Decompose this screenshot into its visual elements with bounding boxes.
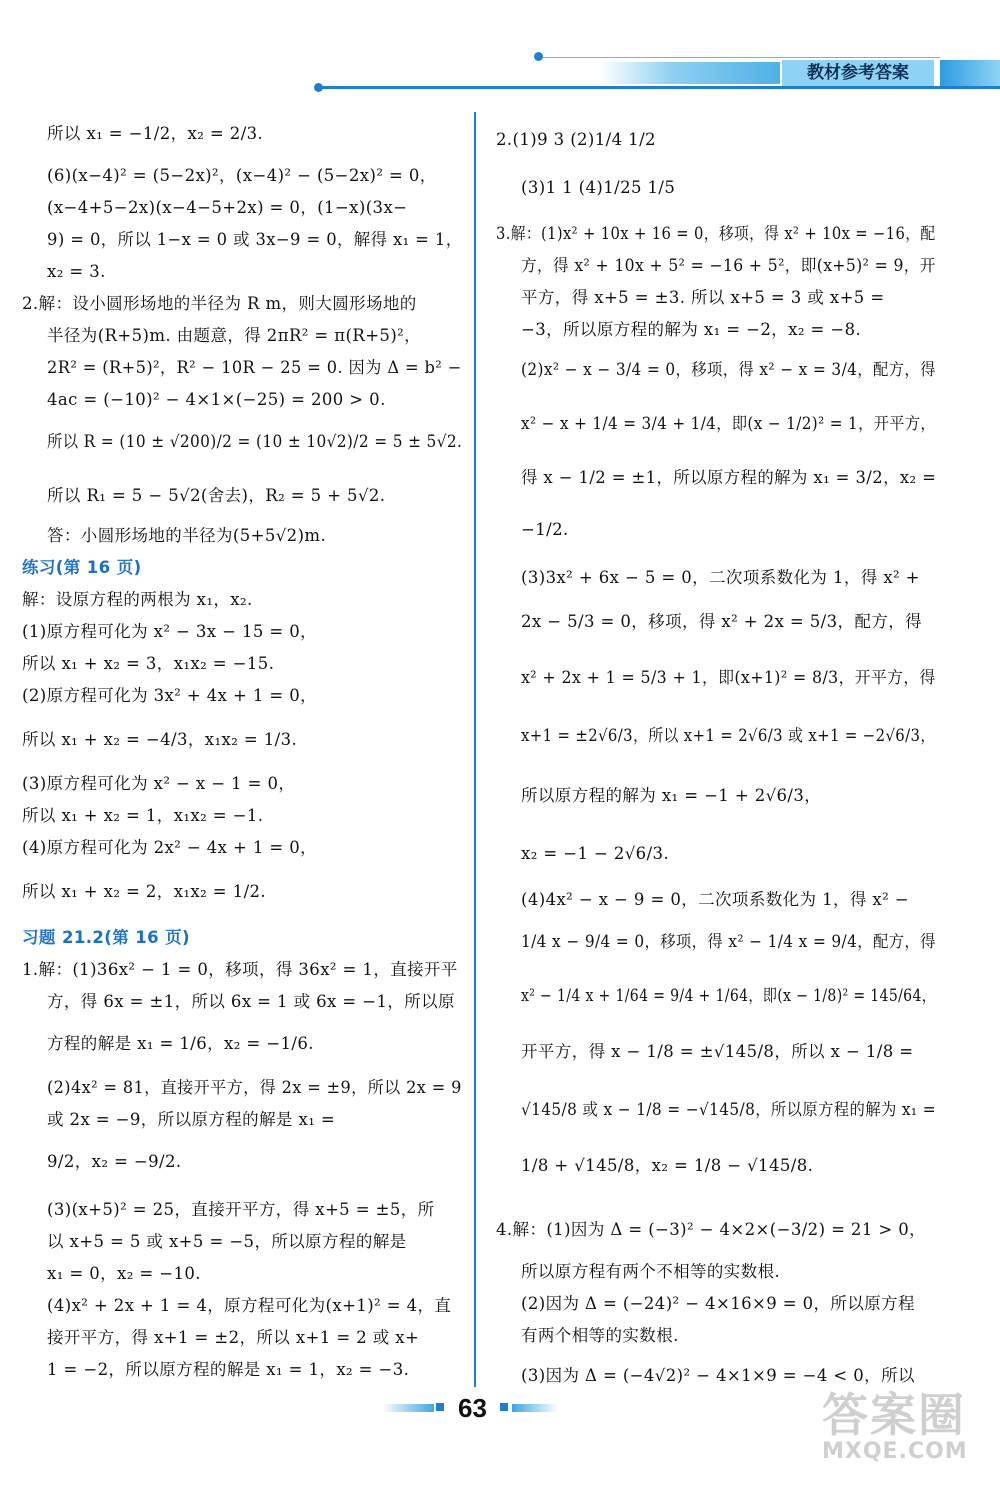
text-line: 9/2，x₂ = −9/2. [47,1152,182,1171]
text-line: 所以 R = (10 ± √200)/2 = (10 ± 10√2)/2 = 5 ± 5√2. [47,432,463,451]
header-dot-left [314,83,323,92]
text-line: 2x − 5/3 = 0，移项，得 x² + 2x = 5/3，配方，得 [521,612,923,631]
text-line: 或 2x = −9，所以原方程的解是 x₁ = [47,1110,336,1129]
text-line: 以 x+5 = 5 或 x+5 = −5，所以原方程的解是 [47,1232,407,1251]
footer-square [500,1403,508,1411]
text-line: 所以原方程有两个不相等的实数根. [521,1262,781,1281]
footer-square [436,1403,444,1411]
text-line: (2)因为 Δ = (−24)² − 4×16×9 = 0，所以原方程 [521,1294,915,1313]
text-line: 所以 x₁ + x₂ = 3，x₁x₂ = −15. [22,654,275,673]
text-line: (3)(x+5)² = 25，直接开平方，得 x+5 = ±5，所 [47,1200,435,1219]
footer-bar-left [382,1404,434,1412]
text-line: 1/4 x − 9/4 = 0，移项，得 x² − 1/4 x = 9/4，配方，得 [521,932,936,951]
text-line: 有两个相等的实数根. [521,1326,679,1345]
text-line: −1/2. [521,520,569,539]
text-line: 方程的解是 x₁ = 1/6，x₂ = −1/6. [47,1034,314,1053]
text-line: 接开平方，得 x+1 = ±2，所以 x+1 = 2 或 x+ [47,1328,420,1347]
text-line: 4ac = (−10)² − 4×1×(−25) = 200 > 0. [47,390,386,409]
text-line: 3.解：(1)x² + 10x + 16 = 0，移项，得 x² + 10x = −16，配 [496,224,936,243]
text-line: 所以 x₁ + x₂ = 2，x₁x₂ = 1/2. [22,882,267,901]
text-line: (2)原方程可化为 3x² + 4x + 1 = 0， [22,686,318,705]
text-line: 2.解：设小圆形场地的半径为 R m，则大圆形场地的 [22,294,417,313]
text-line: x² − x + 1/4 = 3/4 + 1/4，即(x − 1/2)² = 1，开平方， [521,414,937,433]
text-line: 得 x − 1/2 = ±1，所以原方程的解为 x₁ = 3/2，x₂ = [521,468,937,487]
text-line: 所以 x₁ + x₂ = 1，x₁x₂ = −1. [22,806,264,825]
text-line: 9) = 0，所以 1−x = 0 或 3x−9 = 0，解得 x₁ = 1， [47,230,463,249]
text-line: 平方，得 x+5 = ±3. 所以 x+5 = 3 或 x+5 = [521,288,885,307]
text-line: (x−4+5−2x)(x−4−5+2x) = 0，(1−x)(3x− [47,198,408,217]
watermark [822,1390,990,1480]
text-line: x² + 2x + 1 = 5/3 + 1，即(x+1)² = 8/3，开平方，得 [521,668,936,687]
text-line: 答：小圆形场地的半径为(5+5√2)m. [47,526,327,545]
text-line: −3，所以原方程的解为 x₁ = −2，x₂ = −8. [521,320,862,339]
text-line: x₁ = 0，x₂ = −10. [47,1264,201,1283]
text-line: (3)原方程可化为 x² − x − 1 = 0， [22,774,296,793]
footer-bar-right [512,1404,558,1412]
text-line: (1)原方程可化为 x² − 3x − 15 = 0， [22,622,318,641]
text-line: 所以 x₁ = −1/2，x₂ = 2/3. [47,124,264,143]
text-line: 1/8 + √145/8，x₂ = 1/8 − √145/8. [521,1156,814,1175]
header-tail-band [940,60,1000,86]
text-line: (4)4x² − x − 9 = 0，二次项系数化为 1，得 x² − [521,890,910,909]
section-heading: 习题 21.2(第 16 页) [22,928,190,947]
header-rule-thin [540,57,940,58]
text-line: 方，得 x² + 10x + 5² = −16 + 5²，即(x+5)² = 9，开 [521,256,936,275]
text-line: (2)4x² = 81，直接开平方，得 2x = ±9，所以 2x = 9 [47,1078,462,1097]
page-number: 63 [458,1393,487,1423]
text-line: (3)3x² + 6x − 5 = 0，二次项系数化为 1，得 x² + [521,568,920,587]
section-heading: 练习(第 16 页) [22,558,142,577]
text-line: 解：设原方程的两根为 x₁，x₂. [22,590,253,609]
text-line: 2R² = (R+5)²，R² − 10R − 25 = 0. 因为 Δ = b² − [47,358,462,377]
text-line: (2)x² − x − 3/4 = 0，移项，得 x² − x = 3/4，配方，得 [521,360,936,379]
text-line: 开平方，得 x − 1/8 = ±√145/8，所以 x − 1/8 = [521,1042,914,1061]
header-label: 教材参考答案 [782,60,934,86]
text-line: 4.解：(1)因为 Δ = (−3)² − 4×2×(−3/2) = 21 > 0， [496,1220,927,1239]
text-line: 所以 R₁ = 5 − 5√2(舍去)，R₂ = 5 + 5√2. [47,486,386,505]
text-line: (4)原方程可化为 2x² − 4x + 1 = 0， [22,838,318,857]
text-line: (6)(x−4)² = (5−2x)²，(x−4)² − (5−2x)² = 0， [47,166,437,185]
text-line: 方，得 6x = ±1，所以 6x = 1 或 6x = −1，所以原 [47,992,455,1011]
text-line: (4)x² + 2x + 1 = 4，原方程可化为(x+1)² = 4，直 [47,1296,452,1315]
text-line: √145/8 或 x − 1/8 = −√145/8，所以原方程的解为 x₁ = [521,1100,936,1119]
text-line: (3)1 1 (4)1/25 1/5 [521,178,676,197]
text-line: 1.解：(1)36x² − 1 = 0，移项，得 36x² = 1，直接开平 [22,960,458,979]
header-gradient-band [600,62,780,84]
text-line: x+1 = ±2√6/3，所以 x+1 = 2√6/3 或 x+1 = −2√6/3， [521,726,936,745]
watermark-url: MXQE.COM [822,1439,968,1464]
header-rule [318,86,1000,89]
text-line: 所以原方程的解为 x₁ = −1 + 2√6/3， [521,786,822,805]
text-line: 半径为(R+5)m. 由题意，得 2πR² = π(R+5)²， [47,326,422,345]
text-line: (3)因为 Δ = (−4√2)² − 4×1×9 = −4 < 0，所以 [521,1366,915,1385]
watermark-logo-text: 答案圈 [822,1388,966,1442]
text-line: x₂ = 3. [47,262,106,281]
text-line: x₂ = −1 − 2√6/3. [521,844,670,863]
text-line: 1 = −2，所以原方程的解是 x₁ = 1，x₂ = −3. [47,1360,410,1379]
text-line: 所以 x₁ + x₂ = −4/3，x₁x₂ = 1/3. [22,730,298,749]
column-divider [474,112,476,1387]
text-line: 2.(1)9 3 (2)1/4 1/2 [496,130,656,149]
header-dot [534,52,543,61]
text-line: x² − 1/4 x + 1/64 = 9/4 + 1/64，即(x − 1/8)² = 145/64， [521,986,937,1005]
